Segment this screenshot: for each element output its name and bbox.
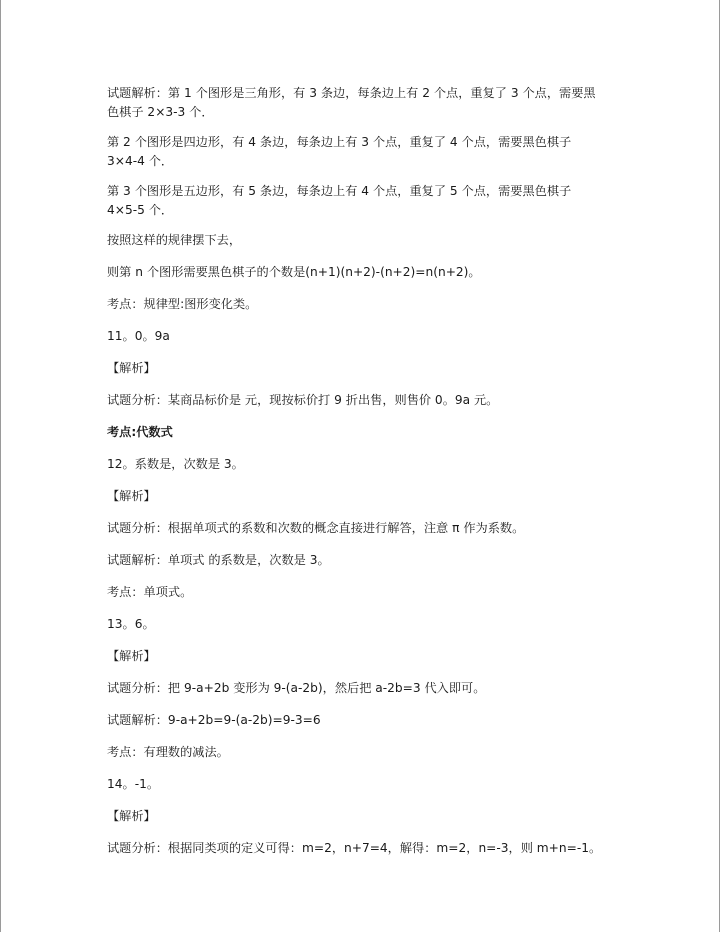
text-line: 4×5-5 个． <box>107 203 174 217</box>
paragraph-analysis: 试题分析：根据单项式的系数和次数的概念直接进行解答，注意 π 作为系数。 <box>107 521 525 535</box>
paragraph-solution: 试题解析：单项式 的系数是，次数是 3。 <box>107 553 330 567</box>
answer-13: 13。6。 <box>107 617 155 631</box>
paragraph-formula: 则第 n 个图形需要黑色棋子的个数是(n+1)(n+2)-(n+2)=n(n+2)。 <box>107 265 481 279</box>
answer-14: 14。-1。 <box>107 777 160 791</box>
text-line: 试题解析：第 1 个图形是三角形，有 3 条边，每条边上有 2 个点，重复了 3 个点，需要黑 <box>107 86 596 100</box>
document-body <box>107 84 627 871</box>
answer-11: 11。0。9a <box>107 329 170 343</box>
paragraph-solution-3 <box>107 182 627 220</box>
paragraph-knowledge-point: 考点：有理数的减法。 <box>107 745 229 759</box>
paragraph-knowledge-point: 考点：单项式。 <box>107 585 193 599</box>
analysis-heading: 【解析】 <box>107 361 156 375</box>
text-line: 第 3 个图形是五边形，有 5 条边，每条边上有 4 个点，重复了 5 个点，需要黑色棋子 <box>107 184 572 198</box>
paragraph-solution-1 <box>107 84 627 122</box>
paragraph-pattern-continue: 按照这样的规律摆下去， <box>107 233 242 247</box>
paragraph-knowledge-point: 考点:代数式 <box>107 425 173 439</box>
analysis-heading: 【解析】 <box>107 649 156 663</box>
paragraph-analysis: 试题分析：根据同类项的定义可得：m=2，n+7=4，解得：m=2，n=-3，则 m+n=-1。 <box>107 841 602 855</box>
page-border-left <box>0 0 1 932</box>
paragraph-solution: 试题解析：9-a+2b=9-(a-2b)=9-3=6 <box>107 713 321 727</box>
paragraph-knowledge-point: 考点：规律型:图形变化类。 <box>107 297 258 311</box>
analysis-heading: 【解析】 <box>107 809 156 823</box>
paragraph-analysis: 试题分析：某商品标价是 元，现按标价打 9 折出售，则售价 0。9a 元。 <box>107 393 499 407</box>
analysis-heading: 【解析】 <box>107 489 156 503</box>
paragraph-solution-2 <box>107 133 627 171</box>
answer-12: 12。系数是，次数是 3。 <box>107 457 244 471</box>
text-line: 第 2 个图形是四边形，有 4 条边，每条边上有 3 个点，重复了 4 个点，需要黑色棋子 <box>107 135 572 149</box>
text-line: 3×4-4 个． <box>107 154 174 168</box>
text-line: 色棋子 2×3-3 个． <box>107 105 214 119</box>
paragraph-analysis: 试题分析：把 9-a+2b 变形为 9-(a-2b)，然后把 a-2b=3 代入即可。 <box>107 681 486 695</box>
